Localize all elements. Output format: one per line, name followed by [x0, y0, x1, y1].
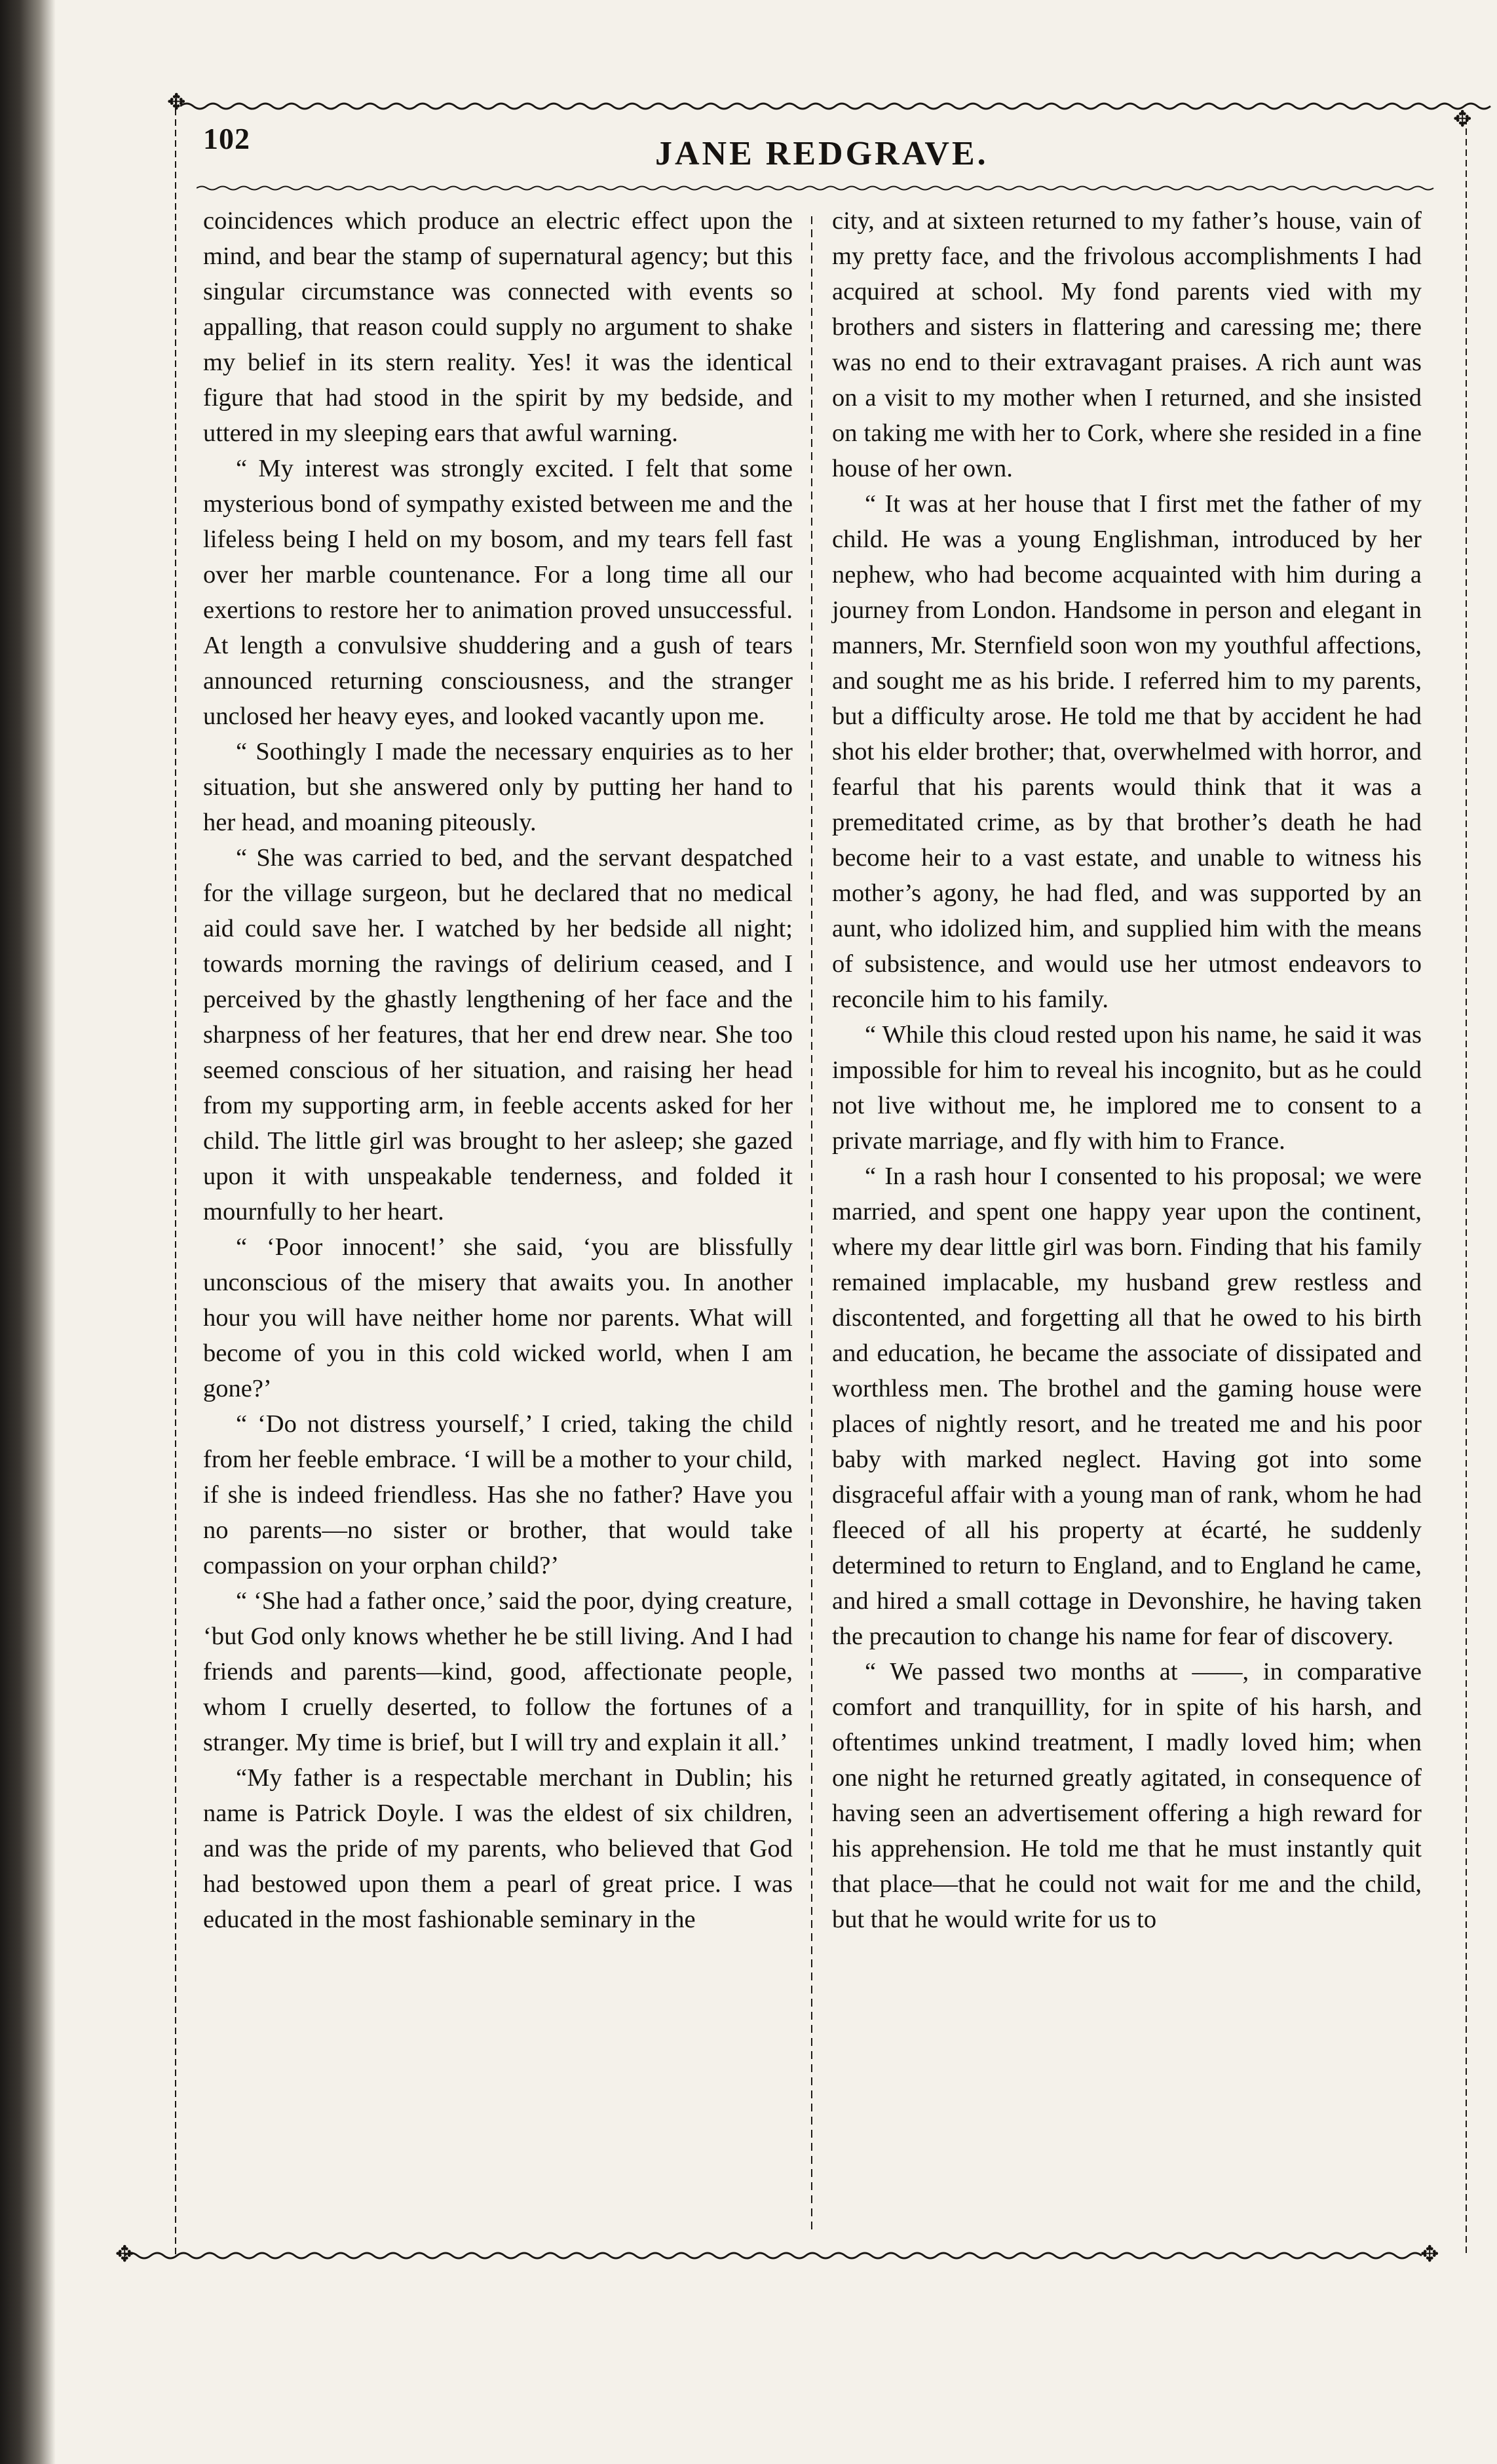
- top-border-ornament: [180, 98, 1497, 114]
- header-rule: [197, 183, 1441, 193]
- text-column-left: [203, 203, 793, 1937]
- paragraph: “ ‘Poor innocent!’ she said, ‘you are blissfully unconscious of the misery that awaits you. In another hour you will have neither home nor parents. What will become of you in this cold wicked world, when I am gone?’: [203, 1233, 793, 1402]
- left-border-ornament: [172, 98, 180, 2254]
- paragraph: “ It was at her house that I first met the father of my child. He was a young Englishman, introduced by her nephew, who had become acquainted with him during a journey from London. Handsome in person and elegant in manners, Mr. Sternfield soon won my youthful affections, and sought me as his bride. I referred him to my parents, but a difficulty arose. He told me that by accident he had shot his elder brother; that, overwhelmed with horror, and fearful that his parents would think that it was a premeditated crime, as by that brother’s death he had become heir to a vast estate, and unable to witness his mother’s agony, he had fled, and was supported by an aunt, who idolized him, and supplied him with the means of subsistence, and would use her utmost endeavors to reconcile him to his family.: [832, 490, 1422, 1013]
- binding-shadow: [0, 0, 56, 2464]
- running-title: JANE REDGRAVE.: [655, 135, 989, 172]
- corner-ornament-top-right-icon: ✥: [1453, 107, 1472, 132]
- paragraph: “ She was carried to bed, and the servant despatched for the village surgeon, but he declared that no medical aid could save her. I watched by her bedside all night; towards morning the ravings of delirium ceased, and I perceived by the ghastly lengthening of her face and the sharpness of her features, that her end drew near. She too seemed conscious of her situation, and raising her head from my supporting arm, in feeble accents asked for her child. The little girl was brought to her asleep; she gazed upon it with unspeakable tenderness, and folded it mournfully to her heart.: [203, 844, 793, 1225]
- paragraph: “ ‘Do not distress yourself,’ I cried, taking the child from her feeble embrace. ‘I will be a mother to your child, if she is indeed friendless. Has she no father? Have you no parents—no sister or brother, that would take compassion on your orphan child?’: [203, 1410, 793, 1579]
- paragraph: “ While this cloud rested upon his name, he said it was impossible for him to reveal his incognito, but as he could not live without me, he implored me to consent to a private marriage, and fly with him to France.: [832, 1021, 1422, 1155]
- paragraph: “ We passed two months at ——, in comparative comfort and tranquillity, for in spite of his harsh, and oftentimes unkind treatment, I madly loved him; when one night he returned greatly agitated, in consequence of having seen an advertisement offering a high reward for his apprehension. He told me that he must instantly quit that place—that he could not wait for me and the child, but that he would write for us to: [832, 1658, 1422, 1933]
- paragraph: “My father is a respectable merchant in Dublin; his name is Patrick Doyle. I was the eldest of six children, and was the pride of my parents, who believed that God had bestowed upon them a pearl of great price. I was educated in the most fashionable seminary in the: [203, 1764, 793, 1933]
- corner-ornament-bottom-right-icon: ✥: [1420, 2243, 1439, 2267]
- paragraph: “ My interest was strongly excited. I felt that some mysterious bond of sympathy existed between me and the lifeless being I held on my bosom, and my tears fell fast over her marble countenance. For a long time all our exertions to restore her to animation proved unsuccessful. At length a convulsive shuddering and a gush of tears announced returning consciousness, and the stranger unclosed her heavy eyes, and looked vacantly upon me.: [203, 455, 793, 730]
- column-divider: [807, 216, 816, 2235]
- corner-ornament-top-left-icon: ✥: [167, 90, 186, 115]
- text-column-right: [832, 203, 1422, 1937]
- paragraph: city, and at sixteen returned to my father’s house, vain of my pretty face, and the frivolous accomplishments I had acquired at school. My fond parents vied with my brothers and sisters in flattering and caressing me; there was no end to their extravagant praises. A rich aunt was on a visit to my mother when I returned, and she insisted on taking me with her to Cork, where she resided in a fine house of her own.: [832, 207, 1422, 482]
- page-number: 102: [203, 122, 250, 155]
- paragraph: “ Soothingly I made the necessary enquiries as to her situation, but she answered only by putting her hand to her head, and moaning piteously.: [203, 738, 793, 836]
- corner-ornament-bottom-left-icon: ✥: [115, 2243, 134, 2267]
- right-border-ornament: [1462, 118, 1470, 2254]
- paragraph: “ ‘She had a father once,’ said the poor, dying creature, ‘but God only knows whether he be still living. And I had friends and parents—kind, good, affectionate people, whom I cruelly deserted, to follow the fortunes of a stranger. My time is brief, but I will try and explain it all.’: [203, 1587, 793, 1756]
- paragraph: coincidences which produce an electric effect upon the mind, and bear the stamp of supernatural agency; but this singular circumstance was connected with events so appalling, that reason could supply no argument to shake my belief in its stern reality. Yes! it was the identical figure that had stood in the spirit by my bedside, and uttered in my sleeping ears that awful warning.: [203, 207, 793, 447]
- bottom-border-ornament: [124, 2248, 1428, 2263]
- paragraph: “ In a rash hour I consented to his proposal; we were married, and spent one happy year upon the continent, where my dear little girl was born. Finding that his family remained implacable, my husband grew restless and discontented, and forgetting all that he owed to his birth and education, he became the associate of dissipated and worthless men. The brothel and the gaming house were places of nightly resort, and he treated me and his poor baby with marked neglect. Having got into some disgraceful affair with a young man of rank, whom he had fleeced of all his property at écarté, he suddenly determined to return to England, and to England he came, and hired a small cottage in Devonshire, he having taken the precaution to change his name for fear of discovery.: [832, 1163, 1422, 1650]
